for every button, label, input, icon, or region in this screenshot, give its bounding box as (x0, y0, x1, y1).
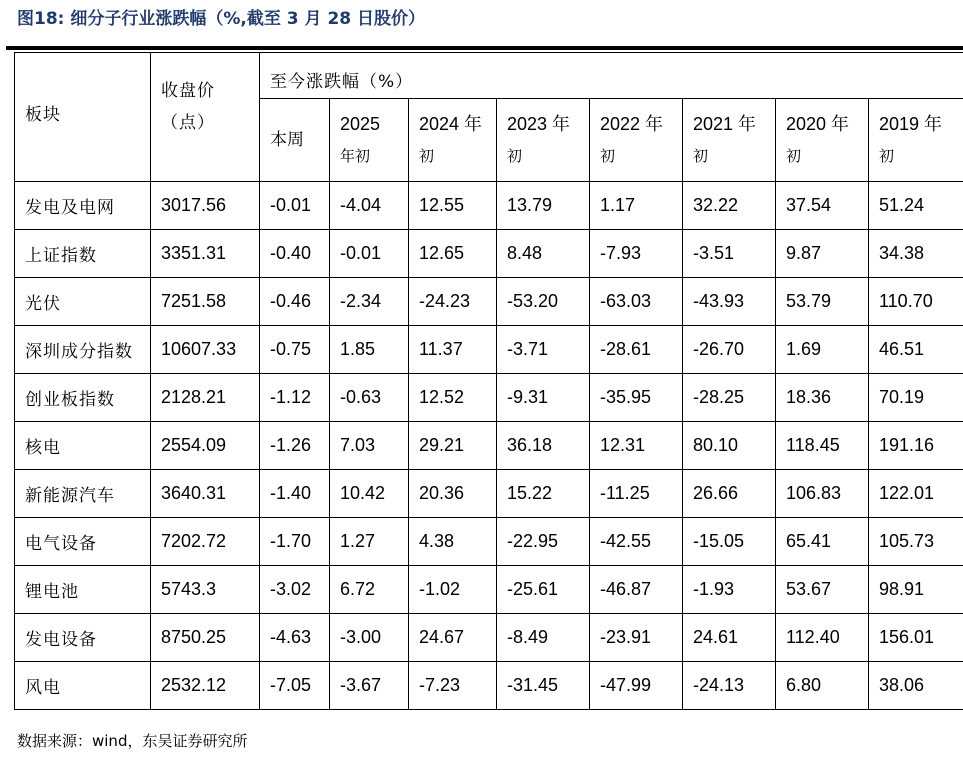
sector-name: 核电 (15, 422, 151, 470)
change-value: -53.20 (497, 278, 590, 326)
change-value: 8.48 (497, 230, 590, 278)
change-value: -63.03 (590, 278, 683, 326)
sector-name: 锂电池 (15, 566, 151, 614)
change-value: 156.01 (869, 614, 963, 662)
change-value: -1.02 (409, 566, 497, 614)
header-sector: 板块 (15, 53, 151, 182)
table-row (15, 662, 963, 710)
change-value: -1.12 (260, 374, 330, 422)
close-value: 10607.33 (151, 326, 260, 374)
change-value: 15.22 (497, 470, 590, 518)
sector-name: 新能源汽车 (15, 470, 151, 518)
change-value: -0.01 (260, 182, 330, 230)
close-value: 3351.31 (151, 230, 260, 278)
header-range: 至今涨跌幅（%） (260, 53, 963, 99)
period-header-3 (497, 99, 590, 182)
change-value: -8.49 (497, 614, 590, 662)
change-value: -35.95 (590, 374, 683, 422)
close-value: 3640.31 (151, 470, 260, 518)
change-value: 24.61 (683, 614, 776, 662)
change-value: 24.67 (409, 614, 497, 662)
change-value: 46.51 (869, 326, 963, 374)
table-row (15, 566, 963, 614)
change-value: -15.05 (683, 518, 776, 566)
period-header-line1: 本周 (270, 130, 304, 150)
change-value: 26.66 (683, 470, 776, 518)
period-header-line1: 2019 年 (879, 114, 943, 134)
close-value: 5743.3 (151, 566, 260, 614)
sector-name: 上证指数 (15, 230, 151, 278)
change-value: -22.95 (497, 518, 590, 566)
change-value: 122.01 (869, 470, 963, 518)
change-value: 10.42 (330, 470, 409, 518)
change-value: 32.22 (683, 182, 776, 230)
period-header-line2: 初 (879, 147, 895, 165)
change-value: -9.31 (497, 374, 590, 422)
period-header-line1: 2024 年 (419, 114, 483, 134)
table-row (15, 422, 963, 470)
change-value: -1.40 (260, 470, 330, 518)
change-value: -26.70 (683, 326, 776, 374)
change-value: 29.21 (409, 422, 497, 470)
change-value: -0.01 (330, 230, 409, 278)
change-value: 53.67 (776, 566, 869, 614)
period-header-line2: 初 (600, 147, 616, 165)
table-row (15, 278, 963, 326)
change-value: 51.24 (869, 182, 963, 230)
change-value: -42.55 (590, 518, 683, 566)
change-value: 13.79 (497, 182, 590, 230)
table-row (15, 614, 963, 662)
close-value: 2554.09 (151, 422, 260, 470)
period-header-line2: 初 (419, 147, 435, 165)
change-value: -24.13 (683, 662, 776, 710)
change-value: 12.31 (590, 422, 683, 470)
change-value: 1.27 (330, 518, 409, 566)
change-value: -3.67 (330, 662, 409, 710)
period-header-line2: 初 (507, 147, 523, 165)
table-row (15, 182, 963, 230)
change-value: 1.17 (590, 182, 683, 230)
sector-name: 创业板指数 (15, 374, 151, 422)
change-value: -3.71 (497, 326, 590, 374)
period-header-2 (409, 99, 497, 182)
sector-performance-table (14, 52, 963, 710)
period-header-5 (683, 99, 776, 182)
change-value: -3.00 (330, 614, 409, 662)
change-value: 98.91 (869, 566, 963, 614)
change-value: -46.87 (590, 566, 683, 614)
table-row (15, 518, 963, 566)
change-value: -4.63 (260, 614, 330, 662)
change-value: -3.51 (683, 230, 776, 278)
close-value: 7202.72 (151, 518, 260, 566)
change-value: -1.26 (260, 422, 330, 470)
change-value: 4.38 (409, 518, 497, 566)
period-header-line1: 2022 年 (600, 114, 664, 134)
change-value: -7.05 (260, 662, 330, 710)
change-value: -43.93 (683, 278, 776, 326)
change-value: 7.03 (330, 422, 409, 470)
change-value: -11.25 (590, 470, 683, 518)
change-value: 38.06 (869, 662, 963, 710)
period-header-1 (330, 99, 409, 182)
change-value: -25.61 (497, 566, 590, 614)
header-close-line2: （点） (161, 113, 215, 133)
change-value: 1.85 (330, 326, 409, 374)
period-header-line2: 初 (693, 147, 709, 165)
change-value: 112.40 (776, 614, 869, 662)
period-header-0 (260, 99, 330, 182)
change-value: 6.80 (776, 662, 869, 710)
change-value: 34.38 (869, 230, 963, 278)
change-value: -2.34 (330, 278, 409, 326)
table-row (15, 374, 963, 422)
change-value: 191.16 (869, 422, 963, 470)
change-value: 12.52 (409, 374, 497, 422)
change-value: -3.02 (260, 566, 330, 614)
change-value: -47.99 (590, 662, 683, 710)
change-value: -0.75 (260, 326, 330, 374)
title-rule (6, 46, 963, 50)
sector-name: 风电 (15, 662, 151, 710)
change-value: 53.79 (776, 278, 869, 326)
sector-name: 电气设备 (15, 518, 151, 566)
change-value: 36.18 (497, 422, 590, 470)
close-value: 2128.21 (151, 374, 260, 422)
change-value: -0.40 (260, 230, 330, 278)
close-value: 3017.56 (151, 182, 260, 230)
period-header-line2: 初 (786, 147, 802, 165)
sector-name: 发电及电网 (15, 182, 151, 230)
figure-title: 图18: 细分子行业涨跌幅（%,截至 3 月 28 日股价） (17, 9, 426, 29)
change-value: -7.23 (409, 662, 497, 710)
close-value: 7251.58 (151, 278, 260, 326)
change-value: -7.93 (590, 230, 683, 278)
change-value: -28.25 (683, 374, 776, 422)
change-value: 106.83 (776, 470, 869, 518)
source-note: 数据来源：wind，东吴证券研究所 (17, 732, 248, 750)
header-close (151, 53, 260, 182)
change-value: -23.91 (590, 614, 683, 662)
change-value: 105.73 (869, 518, 963, 566)
change-value: 12.55 (409, 182, 497, 230)
period-header-line1: 2020 年 (786, 114, 850, 134)
sector-name: 深圳成分指数 (15, 326, 151, 374)
change-value: 1.69 (776, 326, 869, 374)
change-value: 20.36 (409, 470, 497, 518)
change-value: 65.41 (776, 518, 869, 566)
change-value: -0.46 (260, 278, 330, 326)
table-row (15, 470, 963, 518)
close-value: 8750.25 (151, 614, 260, 662)
change-value: 11.37 (409, 326, 497, 374)
period-header-line1: 2025 (340, 114, 381, 134)
period-header-4 (590, 99, 683, 182)
period-header-line1: 2023 年 (507, 114, 571, 134)
change-value: 118.45 (776, 422, 869, 470)
change-value: -31.45 (497, 662, 590, 710)
period-header-7 (869, 99, 963, 182)
sector-name: 发电设备 (15, 614, 151, 662)
change-value: -24.23 (409, 278, 497, 326)
change-value: -28.61 (590, 326, 683, 374)
change-value: -4.04 (330, 182, 409, 230)
close-value: 2532.12 (151, 662, 260, 710)
change-value: 110.70 (869, 278, 963, 326)
header-row-top (15, 53, 963, 99)
sector-name: 光伏 (15, 278, 151, 326)
period-header-6 (776, 99, 869, 182)
change-value: -1.70 (260, 518, 330, 566)
period-header-line1: 2021 年 (693, 114, 757, 134)
period-header-line2: 年初 (340, 147, 371, 165)
table-row (15, 326, 963, 374)
change-value: 18.36 (776, 374, 869, 422)
header-close-line1: 收盘价 (161, 81, 215, 101)
change-value: 80.10 (683, 422, 776, 470)
change-value: 37.54 (776, 182, 869, 230)
change-value: 6.72 (330, 566, 409, 614)
change-value: -1.93 (683, 566, 776, 614)
change-value: 70.19 (869, 374, 963, 422)
change-value: -0.63 (330, 374, 409, 422)
table-row (15, 230, 963, 278)
change-value: 9.87 (776, 230, 869, 278)
change-value: 12.65 (409, 230, 497, 278)
